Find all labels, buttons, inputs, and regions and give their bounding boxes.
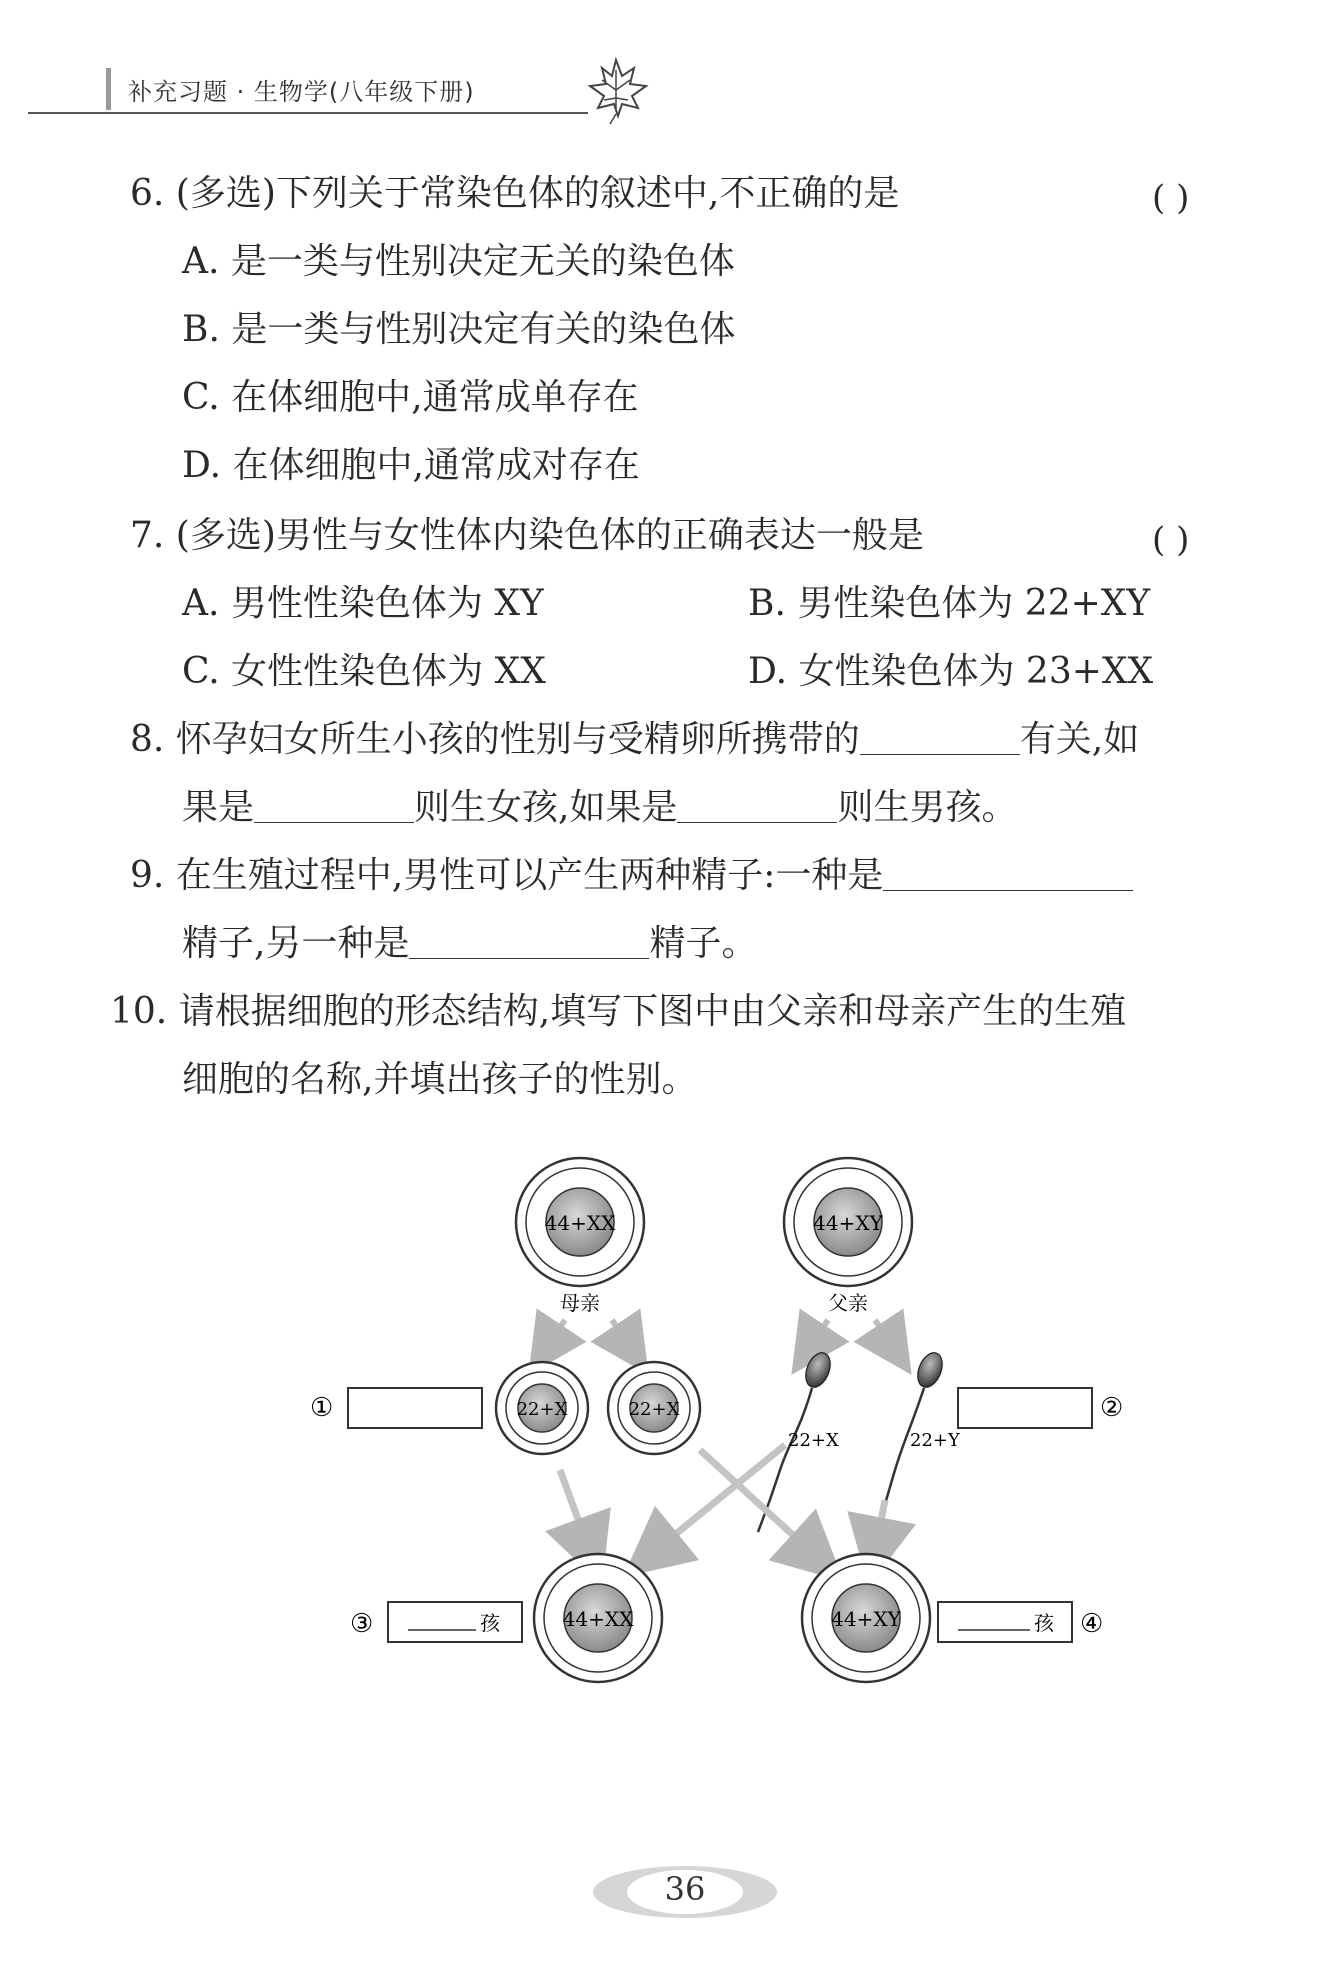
q8-text-c: 果是	[182, 787, 255, 828]
egg-cell-1	[496, 1362, 588, 1454]
q9-line-1	[130, 855, 1133, 896]
q8-line-2	[182, 787, 1018, 828]
header-title: 补充习题 · 生物学(八年级下册)	[128, 78, 475, 106]
q9-text-c: 精子。	[649, 923, 758, 964]
egg-cell-2	[608, 1362, 700, 1454]
father-label: 父亲	[828, 1291, 868, 1315]
egg-1-label: 22+X	[516, 1399, 568, 1420]
answer-box-2[interactable]	[958, 1388, 1092, 1428]
marker-3: ③	[350, 1609, 374, 1639]
marker-4: ④	[1080, 1609, 1104, 1639]
q10-line-2: 细胞的名称,并填出孩子的性别。	[182, 1059, 698, 1100]
q9-blank-2[interactable]	[409, 928, 649, 959]
answer-box-4-suffix: 孩	[1034, 1611, 1054, 1635]
q7-option-c: C. 女性性染色体为 XX	[182, 651, 546, 692]
q9-text-a: 9. 在生殖过程中,男性可以产生两种精子:一种是	[130, 855, 884, 896]
q8-text-d: 则生女孩,如果是	[414, 787, 678, 828]
child-cell-2	[802, 1554, 930, 1682]
child-1-label: 44+XX	[562, 1607, 634, 1631]
q10-line-1: 10. 请根据细胞的形态结构,填写下图中由父亲和母亲产生的生殖	[110, 991, 1127, 1032]
fertilization-arrows	[560, 1445, 885, 1558]
q6-option-a: A. 是一类与性别决定无关的染色体	[182, 241, 735, 282]
sperm-1-label: 22+X	[788, 1430, 839, 1451]
header-bar	[106, 68, 111, 110]
header-rule	[28, 112, 588, 114]
answer-box-1[interactable]	[348, 1388, 482, 1428]
egg-2-label: 22+X	[628, 1399, 680, 1420]
mother-cell-label: 44+XX	[544, 1211, 616, 1235]
q7-answer-parens[interactable]: ( )	[1152, 520, 1190, 560]
q9-blank-1[interactable]	[883, 860, 1133, 891]
page-number: 36	[664, 1870, 706, 1908]
maple-leaf-icon	[576, 50, 656, 130]
child-2-label: 44+XY	[831, 1607, 901, 1631]
q8-blank-1[interactable]	[860, 724, 1020, 755]
q8-blank-3[interactable]	[677, 792, 837, 823]
answer-box-3[interactable]	[388, 1602, 522, 1642]
father-cell	[784, 1158, 912, 1286]
page-footer	[590, 1862, 780, 1922]
parent-arrows	[545, 1320, 895, 1350]
q8-text-e: 则生男孩。	[837, 787, 1018, 828]
q8-line-1	[130, 719, 1140, 760]
father-cell-label: 44+XY	[813, 1211, 883, 1235]
q6-answer-parens[interactable]: ( )	[1152, 178, 1190, 218]
q7-option-d: D. 女性染色体为 23+XX	[748, 651, 1154, 692]
q6-option-c: C. 在体细胞中,通常成单存在	[182, 377, 639, 418]
q9-line-2	[182, 923, 758, 964]
marker-1: ①	[310, 1393, 334, 1423]
sperm-cell-1	[758, 1349, 839, 1532]
q6-stem: 6. (多选)下列关于常染色体的叙述中,不正确的是	[130, 173, 900, 214]
q8-text-a: 8. 怀孕妇女所生小孩的性别与受精卵所携带的	[130, 719, 860, 760]
q9-text-b: 精子,另一种是	[182, 923, 410, 964]
mother-cell	[516, 1158, 644, 1286]
answer-box-3-suffix: 孩	[480, 1611, 500, 1635]
q7-option-b: B. 男性染色体为 22+XY	[748, 583, 1151, 624]
q6-option-b: B. 是一类与性别决定有关的染色体	[182, 309, 736, 350]
sperm-2-label: 22+Y	[910, 1430, 960, 1451]
q8-blank-2[interactable]	[254, 792, 414, 823]
q8-text-b: 有关,如	[1019, 719, 1140, 760]
q6-option-d: D. 在体细胞中,通常成对存在	[182, 445, 640, 486]
q7-option-a: A. 男性性染色体为 XY	[182, 583, 544, 624]
q7-stem: 7. (多选)男性与女性体内染色体的正确表达一般是	[130, 515, 924, 556]
marker-2: ②	[1100, 1393, 1124, 1423]
inheritance-diagram	[0, 1140, 1342, 1700]
page-header	[28, 60, 628, 120]
mother-label: 母亲	[560, 1291, 600, 1315]
child-cell-1	[534, 1554, 662, 1682]
